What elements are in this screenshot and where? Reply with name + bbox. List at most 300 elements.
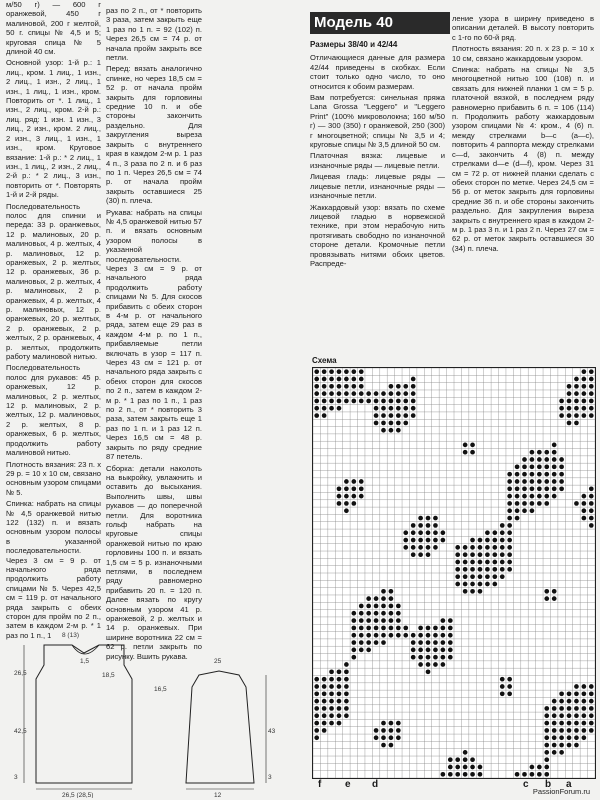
chart-stitch-dot: [381, 618, 386, 623]
chart-stitch-dot: [582, 399, 587, 404]
chart-stitch-dot: [582, 699, 587, 704]
chart-stitch-dot: [329, 399, 334, 404]
chart-stitch-dot: [359, 399, 364, 404]
chart-stitch-dot: [552, 479, 557, 484]
chart-stitch-dot: [344, 508, 349, 513]
chart-stitch-dot: [589, 721, 594, 726]
chart-stitch-dot: [507, 691, 512, 696]
chart-stitch-dot: [329, 369, 334, 374]
chart-stitch-dot: [478, 538, 483, 543]
chart-stitch-dot: [441, 538, 446, 543]
chart-stitch-dot: [441, 662, 446, 667]
chart-stitch-dot: [544, 464, 549, 469]
chart-stitch-dot: [559, 399, 564, 404]
chart-stitch-dot: [314, 391, 319, 396]
chart-stitch-dot: [589, 413, 594, 418]
chart-stitch-dot: [478, 772, 483, 777]
chart-stitch-dot: [351, 626, 356, 631]
chart-stitch-dot: [381, 589, 386, 594]
chart-stitch-dot: [322, 384, 327, 389]
chart-stitch-dot: [559, 728, 564, 733]
chart-stitch-dot: [530, 501, 535, 506]
chart-stitch-dot: [381, 626, 386, 631]
chart-stitch-dot: [396, 735, 401, 740]
paragraph: Отличающиеся данные для размера 42/44 приведены в скобках. Если стоит только одно число, то оно относится к обоим размерам.: [310, 53, 445, 91]
chart-stitch-dot: [582, 384, 587, 389]
chart-stitch-dot: [507, 472, 512, 477]
chart-stitch-dot: [381, 406, 386, 411]
chart-stitch-dot: [403, 391, 408, 396]
chart-stitch-dot: [314, 406, 319, 411]
schema-label: Схема: [312, 356, 337, 365]
chart-stitch-dot: [322, 369, 327, 374]
chart-marker-f: f: [318, 779, 322, 790]
chart-stitch-dot: [337, 486, 342, 491]
chart-stitch-dot: [403, 421, 408, 426]
chart-stitch-dot: [411, 399, 416, 404]
paragraph: Основной узор: 1-й р.: 1 лиц., кром. 1 лиц., 1 изн., 2 лиц., 1 изн., 2 лиц., 1 изн., 1 лиц., 1 изн., кром. Повторить от *. 1 лиц., 1 изн., 2 лиц., кром. 2-й р.: лиц. ряд: 1 изн. 1 изн., 3 лиц., 2 изн., кром. 2 лиц., 2 изн., 3 лиц., 1 изн., 1 изн., кром. Круговое вязание: 1-й р.: * 2 лиц., 1 изн., 1 лиц., 2 изн., 2 лиц., 2-й р.: * 2 лиц., 3 изн., повторить от *. Повторять 1-й и 2-й ряды.: [6, 58, 101, 200]
chart-stitch-dot: [589, 713, 594, 718]
chart-stitch-dot: [574, 399, 579, 404]
chart-stitch-dot: [381, 596, 386, 601]
chart-stitch-dot: [344, 494, 349, 499]
label-sleeve-bottom: 12: [214, 792, 222, 798]
chart-stitch-dot: [448, 618, 453, 623]
chart-stitch-dot: [448, 626, 453, 631]
chart-stitch-dot: [441, 648, 446, 653]
chart-stitch-dot: [411, 413, 416, 418]
chart-stitch-dot: [322, 399, 327, 404]
model-title: Модель 40: [310, 12, 450, 34]
paragraph: раз по 2 п., от * повторить 3 раза, затем закрыть еще 1 раз по 1 п. = 92 (102) п. Через 26,5 см = 74 р. от начала пройм закрыть все петли.: [106, 6, 202, 63]
chart-stitch-dot: [314, 728, 319, 733]
chart-stitch-dot: [374, 640, 379, 645]
chart-stitch-dot: [544, 596, 549, 601]
chart-stitch-dot: [544, 765, 549, 770]
chart-stitch-dot: [448, 633, 453, 638]
chart-stitch-dot: [403, 626, 408, 631]
chart-stitch-dot: [559, 743, 564, 748]
chart-stitch-dot: [589, 728, 594, 733]
paragraph: Жаккардовый узор: вязать по схеме лицевой гладью в норвежской технике, при этом нерабочую нить протягивать свободно по изнаночной стороне детали. Кромочные петли провязывать нитями обоих цветов. Распреде-: [310, 202, 445, 268]
site-watermark: PassionForum.ru: [532, 787, 590, 796]
chart-stitch-dot: [463, 757, 468, 762]
chart-stitch-dot: [366, 626, 371, 631]
chart-stitch-dot: [411, 523, 416, 528]
chart-stitch-dot: [500, 691, 505, 696]
chart-stitch-dot: [544, 501, 549, 506]
chart-stitch-dot: [433, 662, 438, 667]
chart-stitch-dot: [351, 618, 356, 623]
chart-stitch-dot: [567, 691, 572, 696]
chart-stitch-dot: [567, 743, 572, 748]
chart-stitch-dot: [433, 633, 438, 638]
chart-stitch-dot: [544, 706, 549, 711]
chart-stitch-dot: [351, 486, 356, 491]
chart-stitch-dot: [322, 406, 327, 411]
chart-marker-b: b: [545, 779, 552, 790]
chart-stitch-dot: [396, 391, 401, 396]
chart-stitch-dot: [507, 508, 512, 513]
chart-stitch-dot: [441, 618, 446, 623]
chart-stitch-dot: [351, 391, 356, 396]
chart-stitch-dot: [574, 384, 579, 389]
chart-stitch-dot: [351, 369, 356, 374]
chart-stitch-dot: [366, 611, 371, 616]
chart-stitch-dot: [537, 472, 542, 477]
chart-stitch-dot: [389, 604, 394, 609]
chart-stitch-dot: [485, 530, 490, 535]
chart-stitch-dot: [426, 538, 431, 543]
chart-stitch-dot: [403, 633, 408, 638]
chart-stitch-dot: [433, 545, 438, 550]
chart-stitch-dot: [366, 640, 371, 645]
chart-stitch-dot: [537, 765, 542, 770]
chart-stitch-dot: [314, 399, 319, 404]
chart-stitch-dot: [537, 494, 542, 499]
chart-stitch-dot: [389, 406, 394, 411]
chart-stitch-dot: [322, 713, 327, 718]
chart-stitch-dot: [589, 523, 594, 528]
chart-stitch-dot: [515, 501, 520, 506]
chart-stitch-dot: [492, 545, 497, 550]
chart-stitch-dot: [589, 501, 594, 506]
chart-stitch-dot: [530, 486, 535, 491]
label-left-b: 42,5: [14, 728, 27, 735]
chart-stitch-dot: [544, 457, 549, 462]
chart-stitch-dot: [366, 604, 371, 609]
chart-stitch-dot: [329, 691, 334, 696]
chart-stitch-dot: [582, 684, 587, 689]
chart-stitch-dot: [522, 508, 527, 513]
chart-stitch-dot: [359, 479, 364, 484]
chart-stitch-dot: [403, 399, 408, 404]
chart-stitch-dot: [507, 523, 512, 528]
chart-stitch-dot: [389, 626, 394, 631]
chart-stitch-dot: [418, 662, 423, 667]
chart-stitch-dot: [537, 501, 542, 506]
chart-stitch-dot: [455, 757, 460, 762]
chart-stitch-dot: [455, 765, 460, 770]
chart-stitch-dot: [389, 735, 394, 740]
chart-stitch-dot: [351, 648, 356, 653]
chart-stitch-dot: [322, 677, 327, 682]
chart-stitch-dot: [589, 377, 594, 382]
chart-stitch-dot: [485, 574, 490, 579]
chart-stitch-dot: [329, 391, 334, 396]
chart-stitch-dot: [574, 728, 579, 733]
chart-stitch-dot: [389, 399, 394, 404]
chart-stitch-dot: [433, 523, 438, 528]
chart-stitch-dot: [337, 377, 342, 382]
sizes-heading: Размеры 38/40 и 42/44: [310, 40, 398, 49]
chart-stitch-dot: [418, 538, 423, 543]
chart-stitch-dot: [381, 413, 386, 418]
chart-stitch-dot: [322, 391, 327, 396]
chart-stitch-dot: [351, 384, 356, 389]
chart-stitch-dot: [441, 772, 446, 777]
chart-stitch-dot: [418, 640, 423, 645]
chart-stitch-dot: [374, 413, 379, 418]
chart-stitch-dot: [314, 735, 319, 740]
chart-stitch-dot: [455, 582, 460, 587]
chart-stitch-dot: [544, 735, 549, 740]
chart-stitch-dot: [589, 508, 594, 513]
chart-stitch-dot: [500, 545, 505, 550]
chart-stitch-dot: [589, 369, 594, 374]
chart-stitch-dot: [574, 691, 579, 696]
chart-stitch-dot: [478, 545, 483, 550]
chart-stitch-dot: [418, 523, 423, 528]
chart-stitch-dot: [403, 406, 408, 411]
chart-stitch-dot: [544, 750, 549, 755]
chart-stitch-dot: [381, 728, 386, 733]
chart-stitch-dot: [582, 501, 587, 506]
chart-stitch-dot: [544, 772, 549, 777]
chart-stitch-dot: [500, 677, 505, 682]
chart-stitch-dot: [344, 391, 349, 396]
chart-stitch-dot: [478, 552, 483, 557]
chart-stitch-dot: [329, 669, 334, 674]
chart-stitch-dot: [567, 699, 572, 704]
chart-stitch-dot: [552, 450, 557, 455]
chart-stitch-dot: [470, 772, 475, 777]
chart-stitch-dot: [366, 596, 371, 601]
chart-stitch-dot: [441, 530, 446, 535]
chart-stitch-dot: [403, 384, 408, 389]
chart-stitch-dot: [426, 530, 431, 535]
chart-stitch-dot: [567, 406, 572, 411]
chart-stitch-dot: [552, 728, 557, 733]
chart-stitch-dot: [314, 377, 319, 382]
chart-stitch-dot: [426, 626, 431, 631]
chart-stitch-dot: [492, 530, 497, 535]
chart-stitch-dot: [478, 560, 483, 565]
chart-stitch-dot: [544, 589, 549, 594]
chart-stitch-dot: [559, 699, 564, 704]
chart-stitch-dot: [567, 391, 572, 396]
chart-stitch-dot: [329, 721, 334, 726]
chart-stitch-dot: [389, 428, 394, 433]
chart-stitch-dot: [374, 391, 379, 396]
chart-stitch-dot: [337, 684, 342, 689]
chart-stitch-dot: [530, 494, 535, 499]
chart-stitch-dot: [582, 406, 587, 411]
chart-stitch-dot: [552, 743, 557, 748]
chart-stitch-dot: [559, 691, 564, 696]
chart-stitch-dot: [478, 567, 483, 572]
chart-stitch-dot: [530, 508, 535, 513]
chart-stitch-dot: [322, 721, 327, 726]
chart-stitch-dot: [552, 721, 557, 726]
chart-stitch-dot: [411, 545, 416, 550]
chart-stitch-dot: [359, 384, 364, 389]
chart-stitch-dot: [426, 523, 431, 528]
chart-stitch-dot: [322, 377, 327, 382]
chart-stitch-dot: [337, 369, 342, 374]
chart-stitch-dot: [574, 743, 579, 748]
chart-stitch-dot: [552, 735, 557, 740]
chart-stitch-dot: [351, 633, 356, 638]
chart-stitch-dot: [552, 596, 557, 601]
chart-stitch-dot: [574, 699, 579, 704]
chart-stitch-dot: [530, 765, 535, 770]
chart-stitch-dot: [337, 713, 342, 718]
chart-stitch-dot: [329, 377, 334, 382]
chart-stitch-dot: [344, 369, 349, 374]
chart-stitch-dot: [448, 772, 453, 777]
text-column-2: [106, 6, 202, 663]
chart-stitch-dot: [567, 384, 572, 389]
chart-stitch-dot: [500, 538, 505, 543]
chart-stitch-dot: [411, 384, 416, 389]
chart-stitch-dot: [359, 391, 364, 396]
chart-stitch-dot: [389, 611, 394, 616]
chart-stitch-dot: [559, 457, 564, 462]
chart-stitch-dot: [359, 494, 364, 499]
chart-stitch-dot: [396, 626, 401, 631]
chart-stitch-dot: [441, 633, 446, 638]
chart-stitch-dot: [411, 406, 416, 411]
chart-stitch-dot: [574, 421, 579, 426]
chart-stitch-dot: [403, 545, 408, 550]
chart-stitch-dot: [411, 640, 416, 645]
chart-stitch-dot: [374, 633, 379, 638]
chart-stitch-dot: [574, 406, 579, 411]
paragraph: Рукава: набрать на спицы № 4,5 оранжевой нитью 57 п. и вязать основным узором полосы в указанной последовательности. Через 3 см = 9 р. от начального ряда продолжить работу спицами № 5. Для скосов прибавить с обеих сторон в 4-м р. от начального ряда, затем еще 29 раз в каждом 4-м р. по 1 п., прибавляемые петли включать в узор = 117 п. Через 43 см = 121 р. от начального ряда закрыть с обеих сторон для скосов по 2 п., затем в каждом 2-м р. * 1 раз по 1 п., 1 раз по 2 п., от * повторить 3 раза, затем закрыть еще 1 раз по 1 п. и 1 раз 12 п. Через 16,5 см = 48 р. закрыть по ряду средние 87 петель.: [106, 207, 202, 462]
chart-stitch-dot: [515, 508, 520, 513]
chart-stitch-dot: [433, 648, 438, 653]
paragraph: Плотность вязания: 23 п. х 29 р. = 10 х 10 см, связано основным узором спицами № 5.: [6, 459, 101, 497]
chart-stitch-dot: [381, 721, 386, 726]
chart-stitch-dot: [530, 450, 535, 455]
chart-stitch-dot: [322, 728, 327, 733]
chart-stitch-dot: [396, 633, 401, 638]
chart-stitch-dot: [552, 713, 557, 718]
chart-stitch-dot: [344, 669, 349, 674]
chart-stitch-dot: [559, 472, 564, 477]
chart-marker-e: e: [345, 779, 351, 790]
chart-stitch-dot: [418, 530, 423, 535]
chart-stitch-dot: [589, 384, 594, 389]
chart-stitch-dot: [433, 655, 438, 660]
chart-stitch-dot: [322, 684, 327, 689]
chart-stitch-dot: [344, 699, 349, 704]
chart-stitch-dot: [403, 538, 408, 543]
chart-stitch-dot: [329, 677, 334, 682]
chart-stitch-dot: [485, 538, 490, 543]
paragraph: Плотность вязания: 20 п. х 23 р. = 10 х 10 см, связано жаккардовым узором.: [452, 44, 594, 63]
chart-stitch-dot: [507, 552, 512, 557]
label-left-a: 26,5: [14, 670, 27, 677]
chart-stitch-dot: [374, 596, 379, 601]
chart-stitch-dot: [463, 567, 468, 572]
chart-stitch-dot: [448, 640, 453, 645]
chart-stitch-dot: [582, 516, 587, 521]
chart-stitch-dot: [582, 508, 587, 513]
chart-stitch-dot: [500, 523, 505, 528]
chart-stitch-dot: [351, 399, 356, 404]
chart-stitch-dot: [374, 626, 379, 631]
chart-stitch-dot: [389, 384, 394, 389]
paragraph: Последовательность полос для спинки и переда: 33 р. оранжевых, 12 р. малиновых, 20 р. малиновых, 4 р. желтых, 4 р. малиновых, 12 р. оранжевых, 2 р. желтых, 12 р. оранжевых, 36 р. малиновых, 2 р. желтых, 4 р. малиновых, 2 р. оранжевых, 4 р. желтых, 4 р. малиновых, 12 р. оранжевых, 20 р. желтых, 2 р. оранжевых, 2 р. желтых, 2 р. оранжевых, 4 р. желтых, продолжить работу малиновой нитью.: [6, 201, 101, 362]
chart-stitch-dot: [389, 391, 394, 396]
chart-stitch-dot: [470, 443, 475, 448]
chart-stitch-dot: [515, 494, 520, 499]
chart-stitch-dot: [329, 713, 334, 718]
chart-stitch-dot: [418, 545, 423, 550]
chart-stitch-dot: [314, 384, 319, 389]
chart-stitch-dot: [359, 377, 364, 382]
chart-stitch-dot: [485, 560, 490, 565]
chart-stitch-dot: [418, 648, 423, 653]
chart-stitch-dot: [544, 494, 549, 499]
chart-stitch-dot: [396, 413, 401, 418]
chart-stitch-dot: [448, 655, 453, 660]
chart-stitch-dot: [396, 406, 401, 411]
chart-stitch-dot: [344, 384, 349, 389]
chart-stitch-dot: [470, 560, 475, 565]
chart-stitch-dot: [351, 611, 356, 616]
chart-stitch-dot: [359, 611, 364, 616]
chart-stitch-dot: [396, 428, 401, 433]
chart-stitch-dot: [522, 479, 527, 484]
chart-stitch-dot: [515, 772, 520, 777]
chart-stitch-dot: [470, 450, 475, 455]
chart-stitch-dot: [574, 706, 579, 711]
chart-stitch-dot: [403, 530, 408, 535]
label-bottom-width: 26,5 (28,5): [62, 792, 94, 798]
chart-stitch-dot: [589, 699, 594, 704]
chart-stitch-dot: [337, 669, 342, 674]
chart-stitch-dot: [448, 648, 453, 653]
chart-stitch-dot: [559, 713, 564, 718]
chart-stitch-dot: [351, 377, 356, 382]
label-sleeve-mid: 43: [268, 728, 276, 735]
chart-stitch-dot: [552, 486, 557, 491]
chart-stitch-dot: [500, 560, 505, 565]
text-column-5: [452, 14, 594, 255]
chart-stitch-dot: [426, 545, 431, 550]
chart-stitch-dot: [552, 494, 557, 499]
chart-stitch-dot: [337, 406, 342, 411]
chart-stitch-dot: [552, 457, 557, 462]
chart-stitch-dot: [426, 648, 431, 653]
chart-stitch-dot: [530, 464, 535, 469]
chart-stitch-dot: [470, 567, 475, 572]
chart-stitch-dot: [537, 464, 542, 469]
chart-stitch-dot: [411, 530, 416, 535]
chart-stitch-dot: [537, 457, 542, 462]
chart-stitch-dot: [552, 464, 557, 469]
paragraph: Вам потребуется: синельная пряжа Lana Grossa "Leggero" и "Leggero Print" (100% микроволокна; 160 м/50 г) — 300 (350) г оранжевой, 250 (300) г многоцветной; спицы № 3,5 и 4; круговые спицы № 3,5 длиной 50 см.: [310, 93, 445, 150]
chart-stitch-dot: [389, 743, 394, 748]
chart-stitch-dot: [559, 413, 564, 418]
chart-stitch-dot: [463, 450, 468, 455]
chart-stitch-dot: [381, 611, 386, 616]
chart-stitch-dot: [567, 721, 572, 726]
chart-stitch-dot: [351, 494, 356, 499]
chart-stitch-dot: [567, 399, 572, 404]
chart-stitch-dot: [567, 413, 572, 418]
chart-stitch-dot: [411, 538, 416, 543]
chart-stitch-dot: [366, 391, 371, 396]
chart-stitch-dot: [411, 648, 416, 653]
chart-stitch-dot: [337, 494, 342, 499]
chart-stitch-dot: [337, 677, 342, 682]
chart-stitch-dot: [470, 545, 475, 550]
chart-stitch-dot: [582, 369, 587, 374]
